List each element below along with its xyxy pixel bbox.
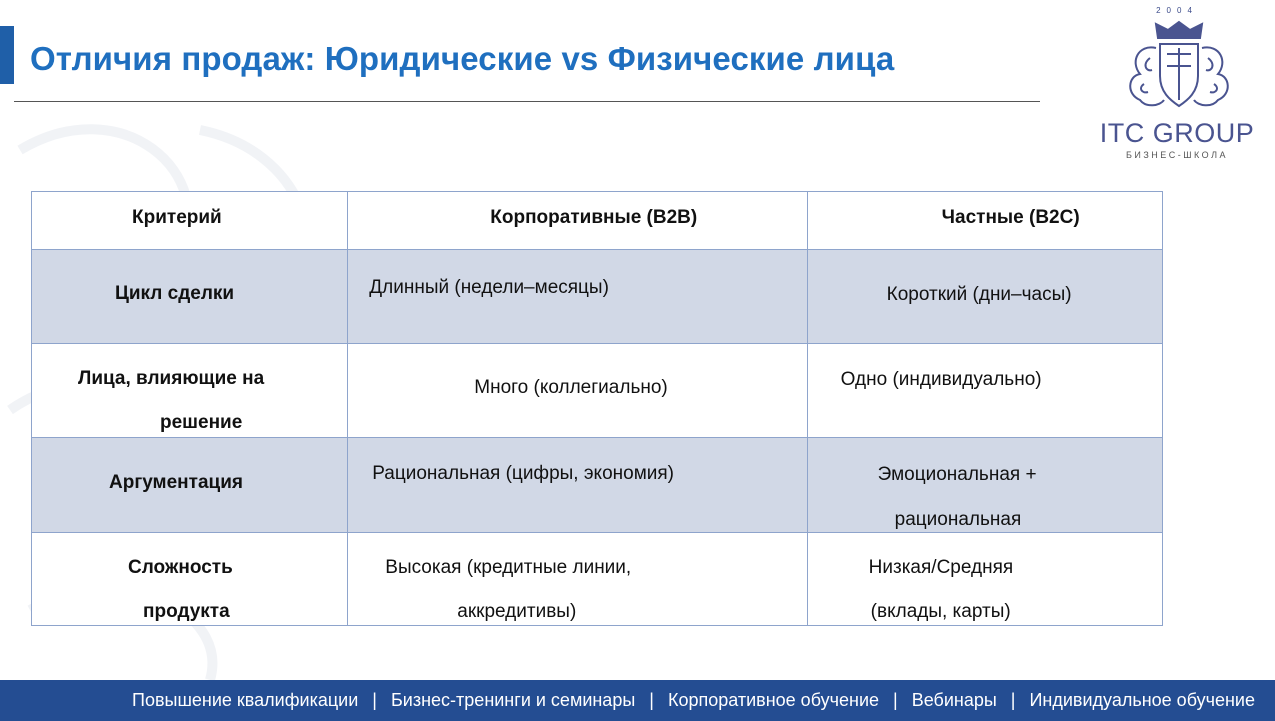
b2b-value: аккредитивы) — [457, 601, 577, 622]
criterion-cell — [32, 344, 348, 438]
header-b2c: Частные (B2C) — [941, 207, 1080, 228]
logo-subtitle: БИЗНЕС-ШКОЛА — [1125, 150, 1228, 160]
b2c-cell — [807, 438, 1162, 533]
crest-icon — [1120, 14, 1238, 114]
criterion-label: Цикл сделки — [115, 283, 235, 304]
criterion-label: Лица, влияющие на — [78, 368, 265, 389]
criterion-label: Сложность — [128, 557, 233, 578]
criterion-label: решение — [160, 412, 243, 433]
b2c-value: Эмоциональная + — [877, 464, 1037, 485]
header-cell — [32, 192, 348, 250]
table-row — [32, 250, 1163, 344]
table-row — [32, 533, 1163, 626]
b2c-value: рациональная — [894, 509, 1022, 530]
b2c-cell — [807, 533, 1162, 626]
table-row — [32, 344, 1163, 438]
footer-separator: | — [649, 690, 654, 710]
criterion-label: Аргументация — [109, 472, 243, 493]
slide-title: Отличия продаж: Юридические vs Физические лица — [30, 40, 895, 77]
b2c-value: (вклады, карты) — [870, 601, 1011, 622]
criterion-label: продукта — [143, 601, 230, 622]
header-cell — [348, 192, 807, 250]
b2b-cell — [348, 533, 807, 626]
footer-separator: | — [893, 690, 898, 710]
b2b-value: Длинный (недели–месяцы) — [369, 277, 609, 298]
header-cell — [807, 192, 1162, 250]
b2c-cell — [807, 344, 1162, 438]
b2c-value: Одно (индивидуально) — [840, 369, 1042, 390]
b2b-cell — [348, 344, 807, 438]
header-b2b: Корпоративные (B2B) — [490, 207, 698, 228]
footer-separator: | — [1010, 690, 1016, 710]
footer-bar — [0, 680, 1275, 721]
header-criterion: Критерий — [132, 207, 222, 228]
b2b-value: Высокая (кредитные линии, — [385, 557, 632, 578]
b2c-cell — [807, 250, 1162, 344]
b2c-value: Низкая/Средняя — [868, 557, 1014, 578]
title-accent-bar — [0, 26, 14, 84]
b2b-value: Рациональная (цифры, экономия) — [372, 463, 674, 484]
footer-item: Повышение квалификации — [132, 690, 359, 710]
table-header-row — [32, 192, 1163, 250]
b2b-value: Много (коллегиально) — [474, 377, 668, 398]
itc-group-logo — [1082, 4, 1272, 160]
footer-item: Бизнес-тренинги и семинары — [390, 690, 636, 710]
b2c-value: Короткий (дни–часы) — [886, 284, 1072, 305]
footer-item: Вебинары — [911, 690, 997, 710]
logo-year: 2004 — [1156, 6, 1198, 15]
criterion-cell — [32, 250, 348, 344]
comparison-table — [31, 191, 1163, 626]
logo-name: ITC GROUP — [1099, 118, 1255, 148]
b2b-cell — [348, 250, 807, 344]
criterion-cell — [32, 438, 348, 533]
criterion-cell — [32, 533, 348, 626]
title-divider — [14, 101, 1040, 102]
footer-separator: | — [372, 690, 377, 710]
table-row — [32, 438, 1163, 533]
footer-item: Корпоративное обучение — [667, 690, 880, 710]
b2b-cell — [348, 438, 807, 533]
footer-item: Индивидуальное обучение — [1029, 690, 1255, 710]
